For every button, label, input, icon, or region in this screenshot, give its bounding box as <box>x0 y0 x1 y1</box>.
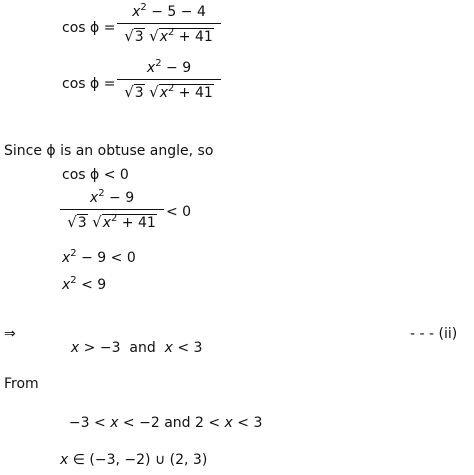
ineq2-rhs: < 0 <box>166 204 192 220</box>
ineq3: $x^2 - 9 < 0$ <box>62 248 136 266</box>
implies-arrow: ⇒ <box>4 326 16 342</box>
ineq4: $x^2 < 9$ <box>62 275 107 293</box>
from-label: From <box>4 376 39 392</box>
eq1-numerator: $x^2 - 5 - 4$ <box>132 2 206 20</box>
ineq2-numerator: $x^2 - 9$ <box>89 188 135 206</box>
eq1-lhs: cos ϕ = <box>62 20 116 36</box>
eq1-fraction <box>117 4 221 45</box>
combined-inequality: −3 < x < −2 and 2 < x < 3 <box>68 415 263 431</box>
eq2-fraction <box>117 60 221 101</box>
eq2-denominator: √3 $√x^2 + 41$ <box>124 83 213 101</box>
ineq2-denominator: √3 $√x^2 + 41$ <box>67 213 156 231</box>
eq1-denominator: √3 $√x^2 + 41$ <box>124 27 213 45</box>
eq2-numerator: $x^2 - 9$ <box>146 58 192 76</box>
ineq1: cos ϕ < 0 <box>62 167 129 183</box>
since-statement: Since ϕ is an obtuse angle, so <box>4 143 214 159</box>
ineq2-fraction <box>60 190 164 231</box>
eq2-lhs: cos ϕ = <box>62 76 116 92</box>
equation-tag: - - - (ii) <box>410 326 458 342</box>
result-inequality: x > −3 and x < 3 <box>70 340 203 356</box>
final-answer: x ∈ (−3, −2) ∪ (2, 3) <box>60 452 208 468</box>
